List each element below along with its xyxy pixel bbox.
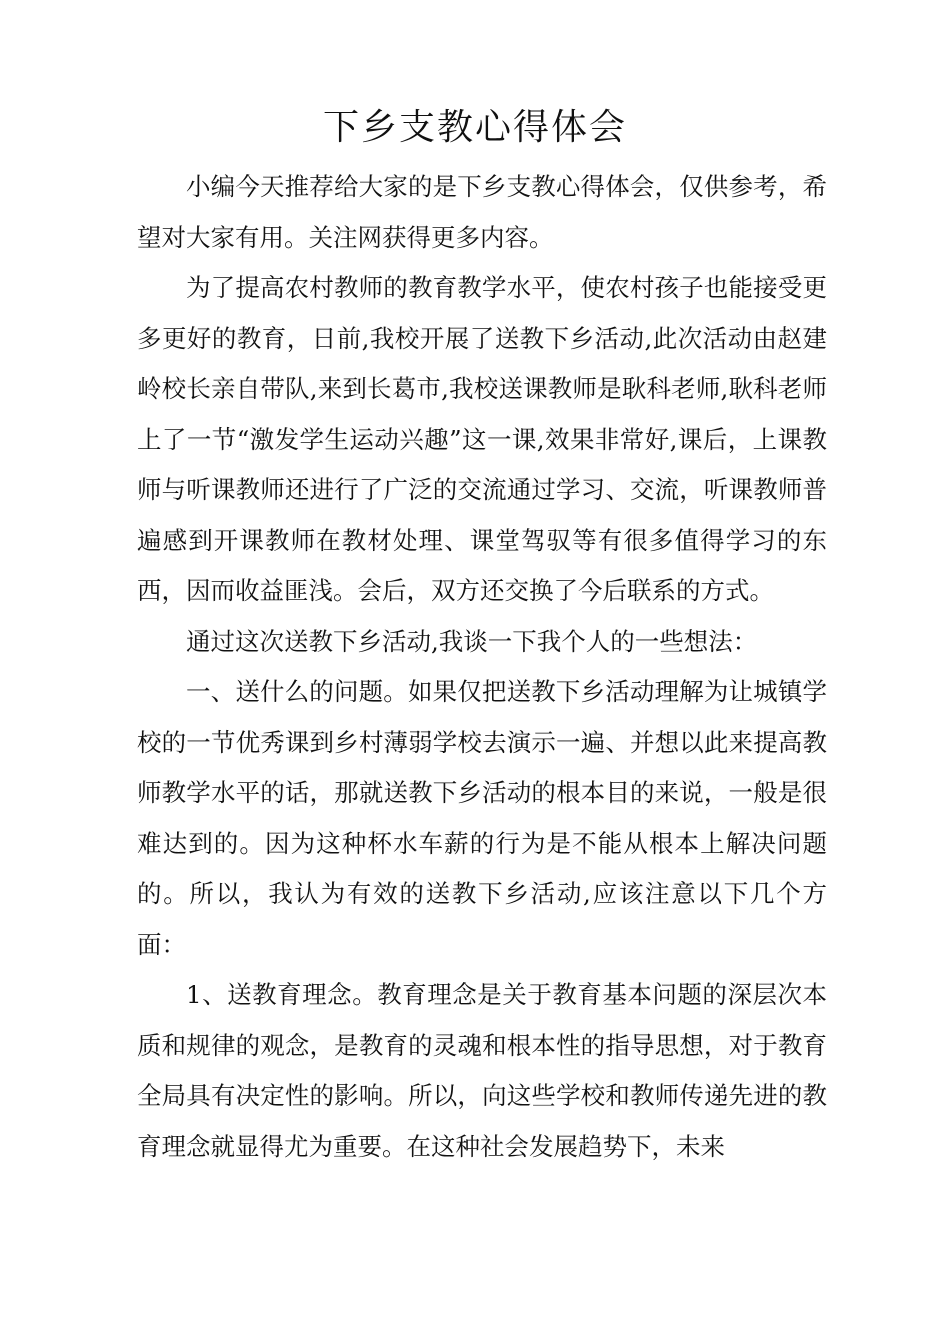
document-body: [137, 162, 827, 1172]
paragraph-activity: 为了提高农村教师的教育教学水平，使农村孩子也能接受更多更好的教育，日前,我校开展了送教下乡活动,此次活动由赵建岭校长亲自带队,来到长葛市,我校送课教师是耿科老师,耿科老师上了一节“激发学生运动兴趣”这一课,效果非常好,课后，上课教师与听课教师还进行了广泛的交流通过学习、交流，听课教师普遍感到开课教师在教材处理、课堂驾驭等有很多值得学习的东西，因而收益匪浅。会后，双方还交换了今后联系的方式。: [137, 273, 827, 605]
paragraph-thoughts-intro: 通过这次送教下乡活动,我谈一下我个人的一些想法：: [186, 626, 758, 656]
paragraph-section-one: 一、送什么的问题。如果仅把送教下乡活动理解为让城镇学校的一节优秀课到乡村薄弱学校去演示一遍、并想以此来提高教师教学水平的话，那就送教下乡活动的根本目的来说，一般是很难达到的。因为这种杯水车薪的行为是不能从根本上解决问题的。所以，我认为有效的送教下乡活动,应该注意以下几个方面：: [137, 677, 827, 959]
paragraph-intro: 小编今天推荐给大家的是下乡支教心得体会，仅供参考，希望对大家有用。关注网获得更多内容。: [137, 172, 827, 252]
document-title: 下乡支教心得体会: [322, 107, 627, 148]
paragraph-item-one: 1、送教育理念。教育理念是关于教育基本问题的深层次本质和规律的观念，是教育的灵魂和根本性的指导思想，对于教育全局具有决定性的影响。所以，向这些学校和教师传递先进的教育理念就显得尤为重要。在这种社会发展趋势下，未来: [137, 980, 827, 1161]
